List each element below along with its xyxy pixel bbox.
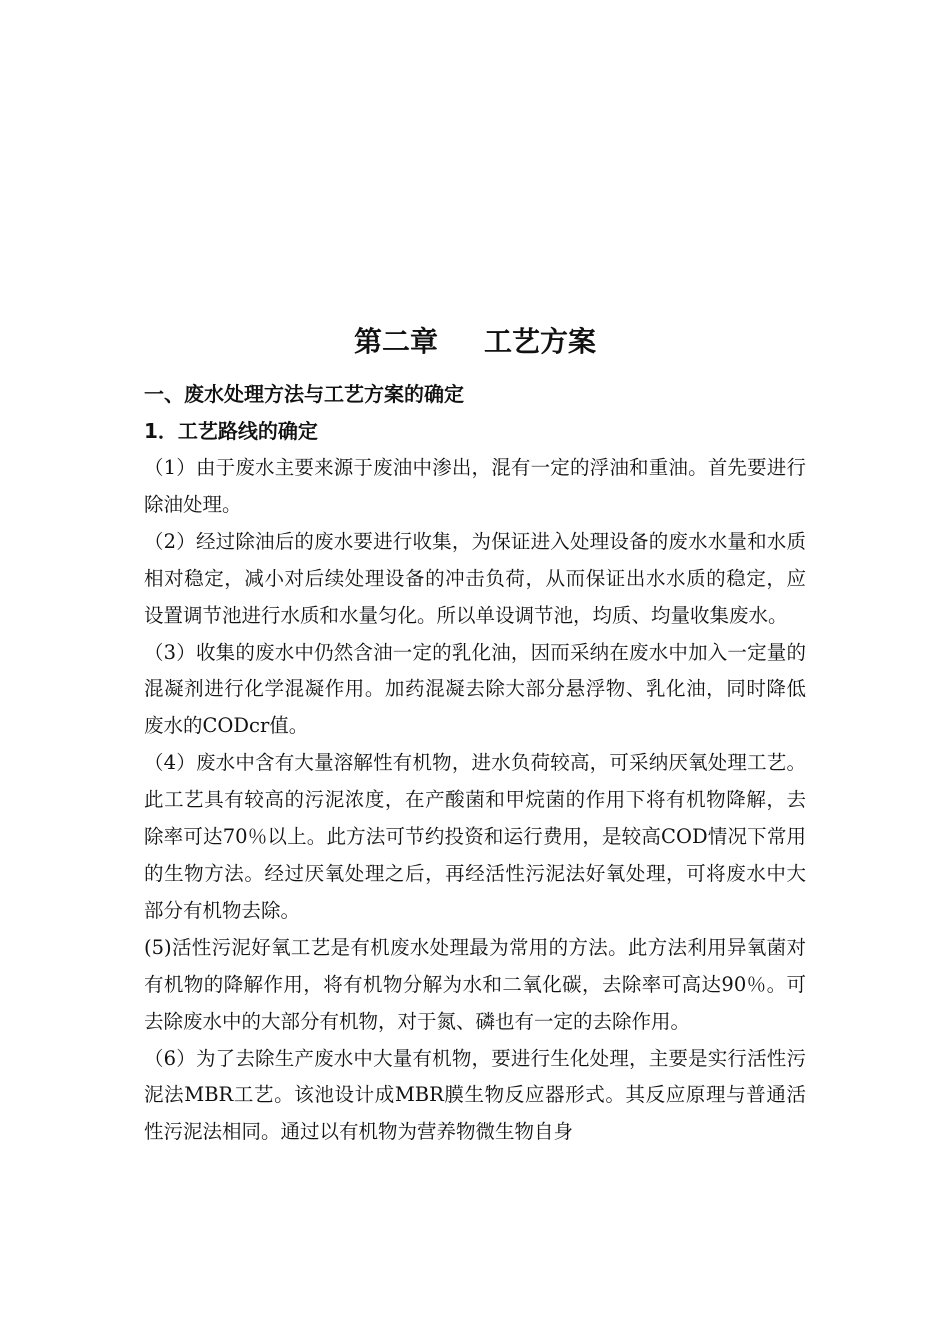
paragraph-5: (5)活性污泥好氧工艺是有机废水处理最为常用的方法。此方法利用异氧菌对有机物的降解作用，将有机物分解为水和二氧化碳，去除率可高达90％。可去除废水中的大部分有机物，对于氮、磷也有一定的去除作用。	[144, 935, 806, 1033]
paragraph-2: （2）经过除油后的废水要进行收集，为保证进入处理设备的废水水量和水质相对稳定，减小对后续处理设备的冲击负荷，从而保证出水水质的稳定，应设置调节池进行水质和水量匀化。所以单设调节池，均质、均量收集废水。	[144, 529, 806, 627]
chapter-title	[0, 320, 950, 364]
paragraph-6: （6）为了去除生产废水中大量有机物，要进行生化处理，主要是实行活性污泥法MBR工艺。该池设计成MBR膜生物反应器形式。其反应原理与普通活性污泥法相同。通过以有机物为营养物微生物自身	[144, 1046, 806, 1144]
paragraph-1: （1）由于废水主要来源于废油中渗出，混有一定的浮油和重油。首先要进行除油处理。	[144, 456, 806, 516]
subsection-heading: 1．工艺路线的确定	[144, 419, 318, 443]
paragraph-4: （4）废水中含有大量溶解性有机物，进水负荷较高，可采纳厌氧处理工艺。此工艺具有较高的污泥浓度，在产酸菌和甲烷菌的作用下将有机物降解，去除率可达70％以上。此方法可节约投资和运行费用，是较高COD情况下常用的生物方法。经过厌氧处理之后，再经活性污泥法好氧处理，可将废水中大部分有机物去除。	[144, 751, 806, 922]
section-heading: 一、废水处理方法与工艺方案的确定	[144, 382, 464, 406]
chapter-name: 工艺方案	[484, 325, 597, 358]
document-body	[144, 376, 806, 1151]
paragraph-3: （3）收集的废水中仍然含油一定的乳化油，因而采纳在废水中加入一定量的混凝剂进行化学混凝作用。加药混凝去除大部分悬浮物、乳化油，同时降低废水的CODcr值。	[144, 640, 806, 738]
chapter-number: 第二章	[353, 325, 438, 358]
